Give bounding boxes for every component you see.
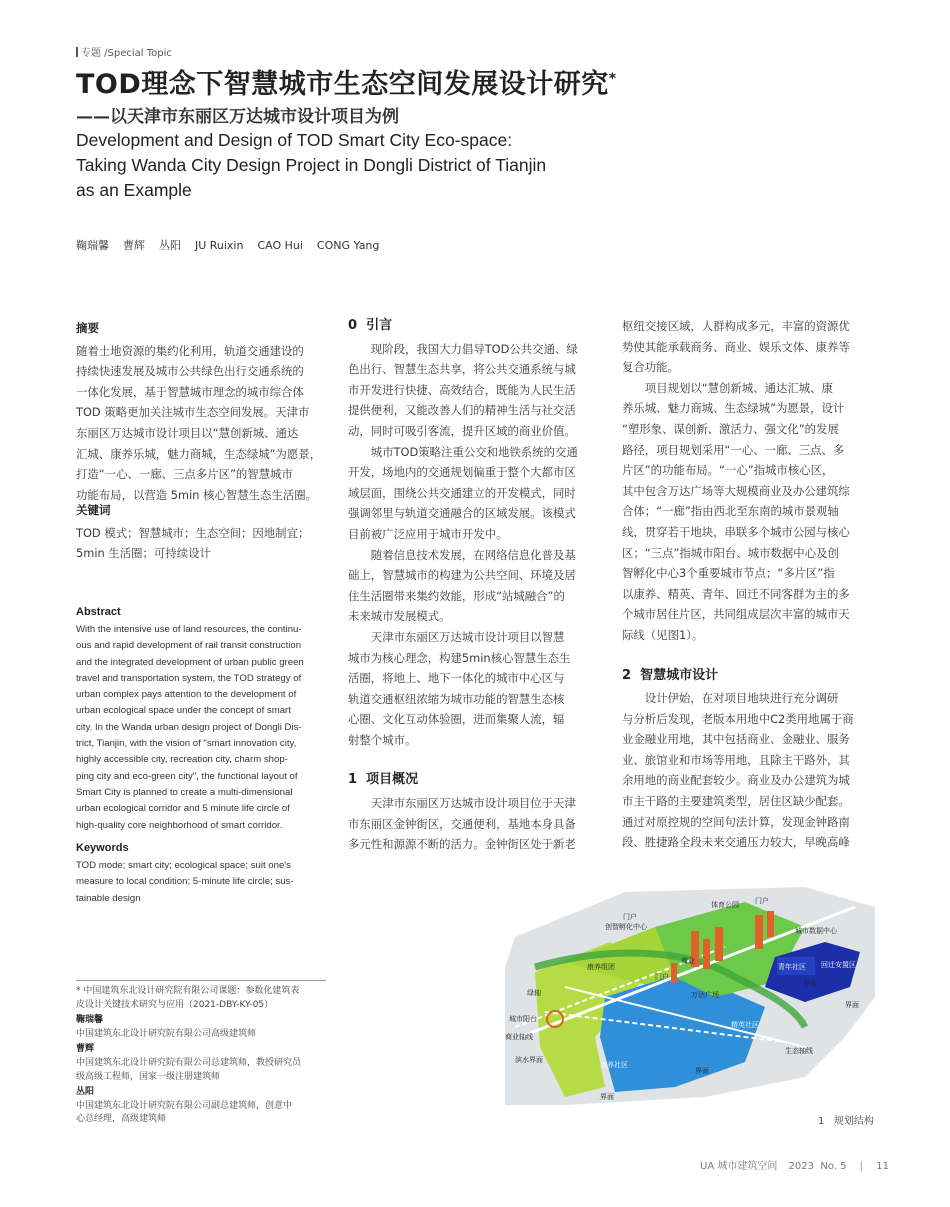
abstract-cn-line: 持续快速发展及城市公共绿色出行交通系统的 — [76, 364, 304, 379]
footnote-author-bio: 级高级工程师，国家一级注册建筑师 — [76, 1071, 221, 1082]
label-gate: 门户 — [655, 973, 669, 981]
text-line: 市主干路的主要建筑类型，居住区缺少配套。 — [622, 794, 850, 809]
abstract-en-line: trict, Tianjin, with the vision of "smart innovation city, — [76, 738, 297, 750]
text-line: 天津市东丽区万达城市设计项目以智慧 — [370, 629, 565, 644]
keywords-cn-line: TOD 模式；智慧城市；生态空间；因地制宜； — [76, 525, 310, 540]
footnote-author-bio: 中国建筑东北设计研究院有限公司总建筑师，教授研究员 — [76, 1057, 302, 1068]
topic-text: 专题 ∕Special Topic — [81, 48, 172, 59]
abstract-cn-heading: 摘要 — [76, 321, 99, 335]
abstract-en-line: high-quality core neighborhood of smart corridor. — [76, 819, 283, 831]
section-1-heading: 1 项目概况 — [348, 772, 419, 788]
text-line: 域层面，围绕公共交通建立的开发模式，同时 — [348, 485, 576, 500]
abstract-en-body — [76, 622, 326, 834]
label-return: 回迁安置区 — [821, 961, 856, 969]
abstract-cn-line: 汇城、康养乐城，魅力商城，生态绿城”为愿景， — [76, 446, 322, 461]
text-line: 以康养、精英、青年、回迁不同客群为主的多 — [622, 586, 850, 601]
text-line: 开发，场地内的交通规划偏重于整个大都市区 — [348, 465, 576, 480]
text-line: 设计伊始，在对项目地块进行充分调研 — [644, 691, 839, 706]
text-line: 线，贯穿若干地块，串联多个城市公园与核心 — [622, 524, 850, 539]
text-line: 项目规划以“慧创新城、通达汇城、康 — [644, 380, 833, 395]
text-line: 余用地的商业配套较少。商业及办公建筑为城 — [622, 773, 850, 788]
tower — [671, 963, 677, 983]
paragraph — [622, 688, 874, 853]
abstract-cn-line: 东丽区万达城市设计项目以“慧创新城、通达 — [76, 425, 299, 440]
tower — [715, 927, 723, 961]
footnote-author-bio: 中国建筑东北设计研究院有限公司副总建筑师，创意中 — [76, 1100, 293, 1111]
keywords-cn-body — [76, 523, 326, 564]
footnote-author-name: 鞠瑞馨 — [76, 1015, 104, 1026]
text-line: 天津市东丽区万达城市设计项目位于天津 — [370, 796, 576, 811]
label-edge: 界面 — [803, 979, 817, 987]
abstract-cn-line: TOD 策略更加关注城市生态空间发展。天津市 — [76, 405, 310, 420]
paragraph — [348, 545, 600, 627]
tower — [755, 915, 763, 949]
text-line: 活圈，将地上、地下一体化的城市中心区与 — [348, 671, 565, 686]
footnote-project-line: 皮设计关键技术研究与应用（2021-DBY-KY-05） — [76, 999, 274, 1010]
text-line: 区；“三点”指城市阳台、城市数据中心及创 — [622, 545, 839, 560]
abstract-en-line: Smart City is planned to create a multi-dimensional — [76, 786, 293, 798]
journal-name: UA 城市建筑空间 — [700, 1161, 778, 1172]
keywords-cn-line: 5min 生活圈；可持续设计 — [76, 546, 211, 561]
tower — [703, 939, 710, 969]
text-line: 础上，智慧城市的构建为公共空间、环境及居 — [348, 568, 576, 583]
abstract-cn-line: 打造“一心、一廊、三点多片区”的智慧城市 — [76, 467, 293, 482]
text-line: 多元性和源源不断的活力。金钟街区处于新老 — [348, 837, 576, 852]
paragraph — [348, 339, 600, 442]
text-line: 段、胜捷路全段未来交通压力较大，早晚高峰 — [622, 835, 850, 850]
tower — [767, 911, 774, 937]
footnote — [76, 985, 326, 1127]
label-park: 体育公园 — [711, 901, 739, 909]
topic-bar — [76, 47, 78, 57]
abstract-cn-body — [76, 341, 326, 506]
label-balcony: 城市阳台 — [509, 1015, 537, 1023]
text-line: 市开发进行快捷、高效结合，既能为人民生活 — [348, 382, 576, 397]
text-line: 业金融业用地，其中包括商业、金融业、服务 — [622, 732, 850, 747]
title-en-line: as an Example — [76, 180, 192, 200]
label-core: 商业 — [681, 957, 695, 965]
text-line: 势使其能承载商务、商业、娱乐文体、康养等 — [622, 339, 850, 354]
abstract-cn-line: 随着土地资源的集约化利用，轨道交通建设的 — [76, 343, 304, 358]
body-column-2 — [348, 316, 600, 855]
text-line: 住生活圈带来集约效能，形成“站城融合”的 — [348, 588, 565, 603]
label-edge: 界面 — [600, 1093, 614, 1101]
abstract-en-line: ous and rapid development of rail transit construction — [76, 640, 302, 652]
text-line: 个城市居住片区，共同组成层次丰富的城市天 — [622, 607, 850, 622]
text-line: “塑形象、谋创新、激活力、强文化”的发展 — [622, 421, 839, 436]
text-line: 养乐城、魅力商城、生态绿城”为愿景，设计 — [622, 401, 845, 416]
footnote-author-bio: 中国建筑东北设计研究院有限公司高级建筑师 — [76, 1028, 257, 1039]
abstract-cn-line: 功能布局，以营造 5min 核心智慧生态生活圈。 — [76, 487, 318, 502]
abstract-en-line: urban complex pays attention to the development of — [76, 689, 297, 701]
section-2-heading: 2 智慧城市设计 — [622, 667, 719, 683]
authors: 鞠瑞馨 曹辉 丛阳 JU Ruixin CAO Hui CONG Yang — [76, 239, 380, 252]
keywords-en — [76, 842, 326, 907]
section-0-heading: 0 引言 — [348, 318, 393, 333]
text-line: 路径，项目规划采用“一心、一廊、三点、多 — [622, 442, 845, 457]
text-line: 轨道交通枢纽浓缩为城市功能的智慧生态核 — [348, 691, 565, 706]
label-gate: 门户 — [623, 913, 637, 921]
label-axis: 生态轴线 — [785, 1047, 813, 1055]
abstract-en-line: highly accessible city, recreation city, charm shop- — [76, 754, 288, 766]
keywords-en-body — [76, 858, 326, 907]
keywords-en-line: TOD mode; smart city; ecological space; suit one's — [76, 860, 291, 871]
label-youth: 青年社区 — [778, 963, 806, 971]
page-footer — [700, 1157, 889, 1172]
text-line: 随着信息技术发展，在网络信息化普及基 — [370, 547, 576, 562]
abstract-en-heading: Abstract — [76, 606, 121, 618]
title-cn-text: TOD理念下智慧城市生态空间发展设计研究 — [76, 69, 609, 100]
text-line: 强调邻里与轨道交通融合的区域发展。该模式 — [348, 506, 576, 521]
abstract-en-line: ping city and eco-green city", the functional layout of — [76, 770, 298, 782]
abstract-en-line: travel and transportation system, the TOD strategy of — [76, 672, 302, 684]
title-en-line: Development and Design of TOD Smart City Eco-space: — [76, 130, 513, 150]
figure-caption: 1 规划结构 — [818, 1116, 874, 1127]
label-wanda: 万达广场 — [691, 991, 719, 999]
label-gate: 门户 — [755, 897, 769, 905]
text-line: 其中包含万达广场等大规模商业及办公建筑综 — [622, 483, 850, 498]
abstract-en-line: urban ecological space under the concept of smart — [76, 705, 291, 717]
text-line: 合体；“一廊”指由西北至东南的城市景观轴 — [622, 504, 839, 519]
text-line: 市东丽区金钟街区，交通便利，基地本身具备 — [348, 816, 576, 831]
abstract-en-line: urban ecological corridor and 5 minute life circle of — [76, 803, 290, 815]
text-line: 复合功能。 — [622, 360, 679, 375]
label-health-community: 康养社区 — [600, 1061, 628, 1069]
text-line: 未来城市发展模式。 — [348, 609, 451, 624]
text-line: 现阶段，我国大力倡导TOD公共交通、绿 — [370, 341, 578, 356]
special-topic-label — [76, 44, 172, 59]
text-line: 动，同时可吸引客流，提升区域的商业价值。 — [348, 423, 576, 438]
abstract-cn — [76, 318, 326, 505]
text-line: 与分析后发现，老版本用地中C2类用地属于商 — [622, 711, 854, 726]
text-line: 城市TOD策略注重公交和地铁系统的交通 — [370, 444, 578, 459]
issue-number: 2023 No. 5 — [788, 1161, 847, 1172]
text-line: 枢纽交接区域，人群构成多元，丰富的资源优 — [622, 319, 850, 333]
text-line: 际线（见图1）。 — [622, 627, 704, 642]
footnote-author-bio: 心总经理，高级建筑师 — [76, 1114, 167, 1125]
footnote-divider — [76, 980, 326, 981]
text-line: 心圈、文化互动体验圈，进而集聚人流，辐 — [348, 712, 565, 727]
keywords-cn — [76, 500, 326, 564]
text-line: 业、旅馆业和市场等用地，且除主干路外，其 — [622, 752, 850, 767]
label-edge: 界面 — [845, 1001, 859, 1009]
label-incubator: 创智孵化中心 — [605, 923, 647, 931]
text-line: 片区”的功能布局。“一心”指城市核心区， — [622, 463, 834, 478]
keywords-en-heading: Keywords — [76, 842, 129, 854]
label-axis: 滨水界面 — [515, 1056, 543, 1064]
paragraph — [622, 316, 874, 378]
label-edge: 界面 — [695, 1067, 709, 1075]
keywords-cn-heading: 关键词 — [76, 503, 111, 517]
subtitle-cn: ——以天津市东丽区万达城市设计项目为例 — [76, 107, 399, 127]
footer-separator: | — [859, 1161, 864, 1172]
label-axis: 绿轴 — [527, 989, 541, 997]
abstract-en-line: city. In the Wanda urban design project of Dongli Dis- — [76, 721, 302, 733]
title-footnote-mark: * — [608, 71, 617, 87]
label-health: 康养组团 — [587, 963, 615, 971]
text-line: 提供便利，又能改善人们的精神生活与社交活 — [348, 403, 576, 418]
label-axis: 商业轴线 — [505, 1033, 533, 1041]
body-column-3 — [622, 316, 874, 853]
figure-planning-structure — [505, 887, 875, 1105]
paragraph — [622, 378, 874, 646]
abstract-en-line: and the integrated development of urban public green — [76, 656, 304, 668]
title-cn — [76, 62, 617, 101]
paragraph — [348, 442, 600, 545]
abstract-en-line: With the intensive use of land resources, the continu- — [76, 624, 302, 635]
keywords-en-line: tainable design — [76, 892, 141, 904]
footnote-author-name: 曹辉 — [76, 1044, 95, 1055]
text-line: 目前被广泛应用于城市开发中。 — [348, 526, 508, 541]
keywords-en-line: measure to local condition; 5-minute life circle; sus- — [76, 876, 294, 888]
abstract-en — [76, 606, 326, 834]
abstract-cn-line: 一体化发展，基于智慧城市理念的城市综合体 — [76, 384, 304, 399]
text-line: 智孵化中心3个重要城市节点；“多片区”指 — [622, 566, 835, 581]
text-line: 通过对原控规的空间句法计算，发现金钟路南 — [622, 814, 850, 829]
footnote-project-line: * 中国建筑东北设计研究院有限公司课题：参数化建筑表 — [76, 986, 300, 996]
text-line: 城市为核心理念，构建5min核心智慧生态生 — [348, 650, 571, 665]
label-elite: 精英社区 — [731, 1021, 759, 1029]
label-datacenter: 城市数据中心 — [795, 927, 837, 935]
text-line: 色出行、智慧生态共享，将公共交通系统与城 — [348, 362, 576, 377]
footnote-author-name: 丛阳 — [76, 1087, 95, 1098]
page-number: 11 — [876, 1161, 889, 1172]
paragraph — [348, 793, 600, 855]
title-en-line: Taking Wanda City Design Project in Dongli District of Tianjin — [76, 155, 547, 175]
paragraph — [348, 627, 600, 751]
planning-structure-map — [505, 887, 875, 1105]
title-en — [76, 128, 546, 203]
text-line: 射整个城市。 — [348, 732, 417, 747]
